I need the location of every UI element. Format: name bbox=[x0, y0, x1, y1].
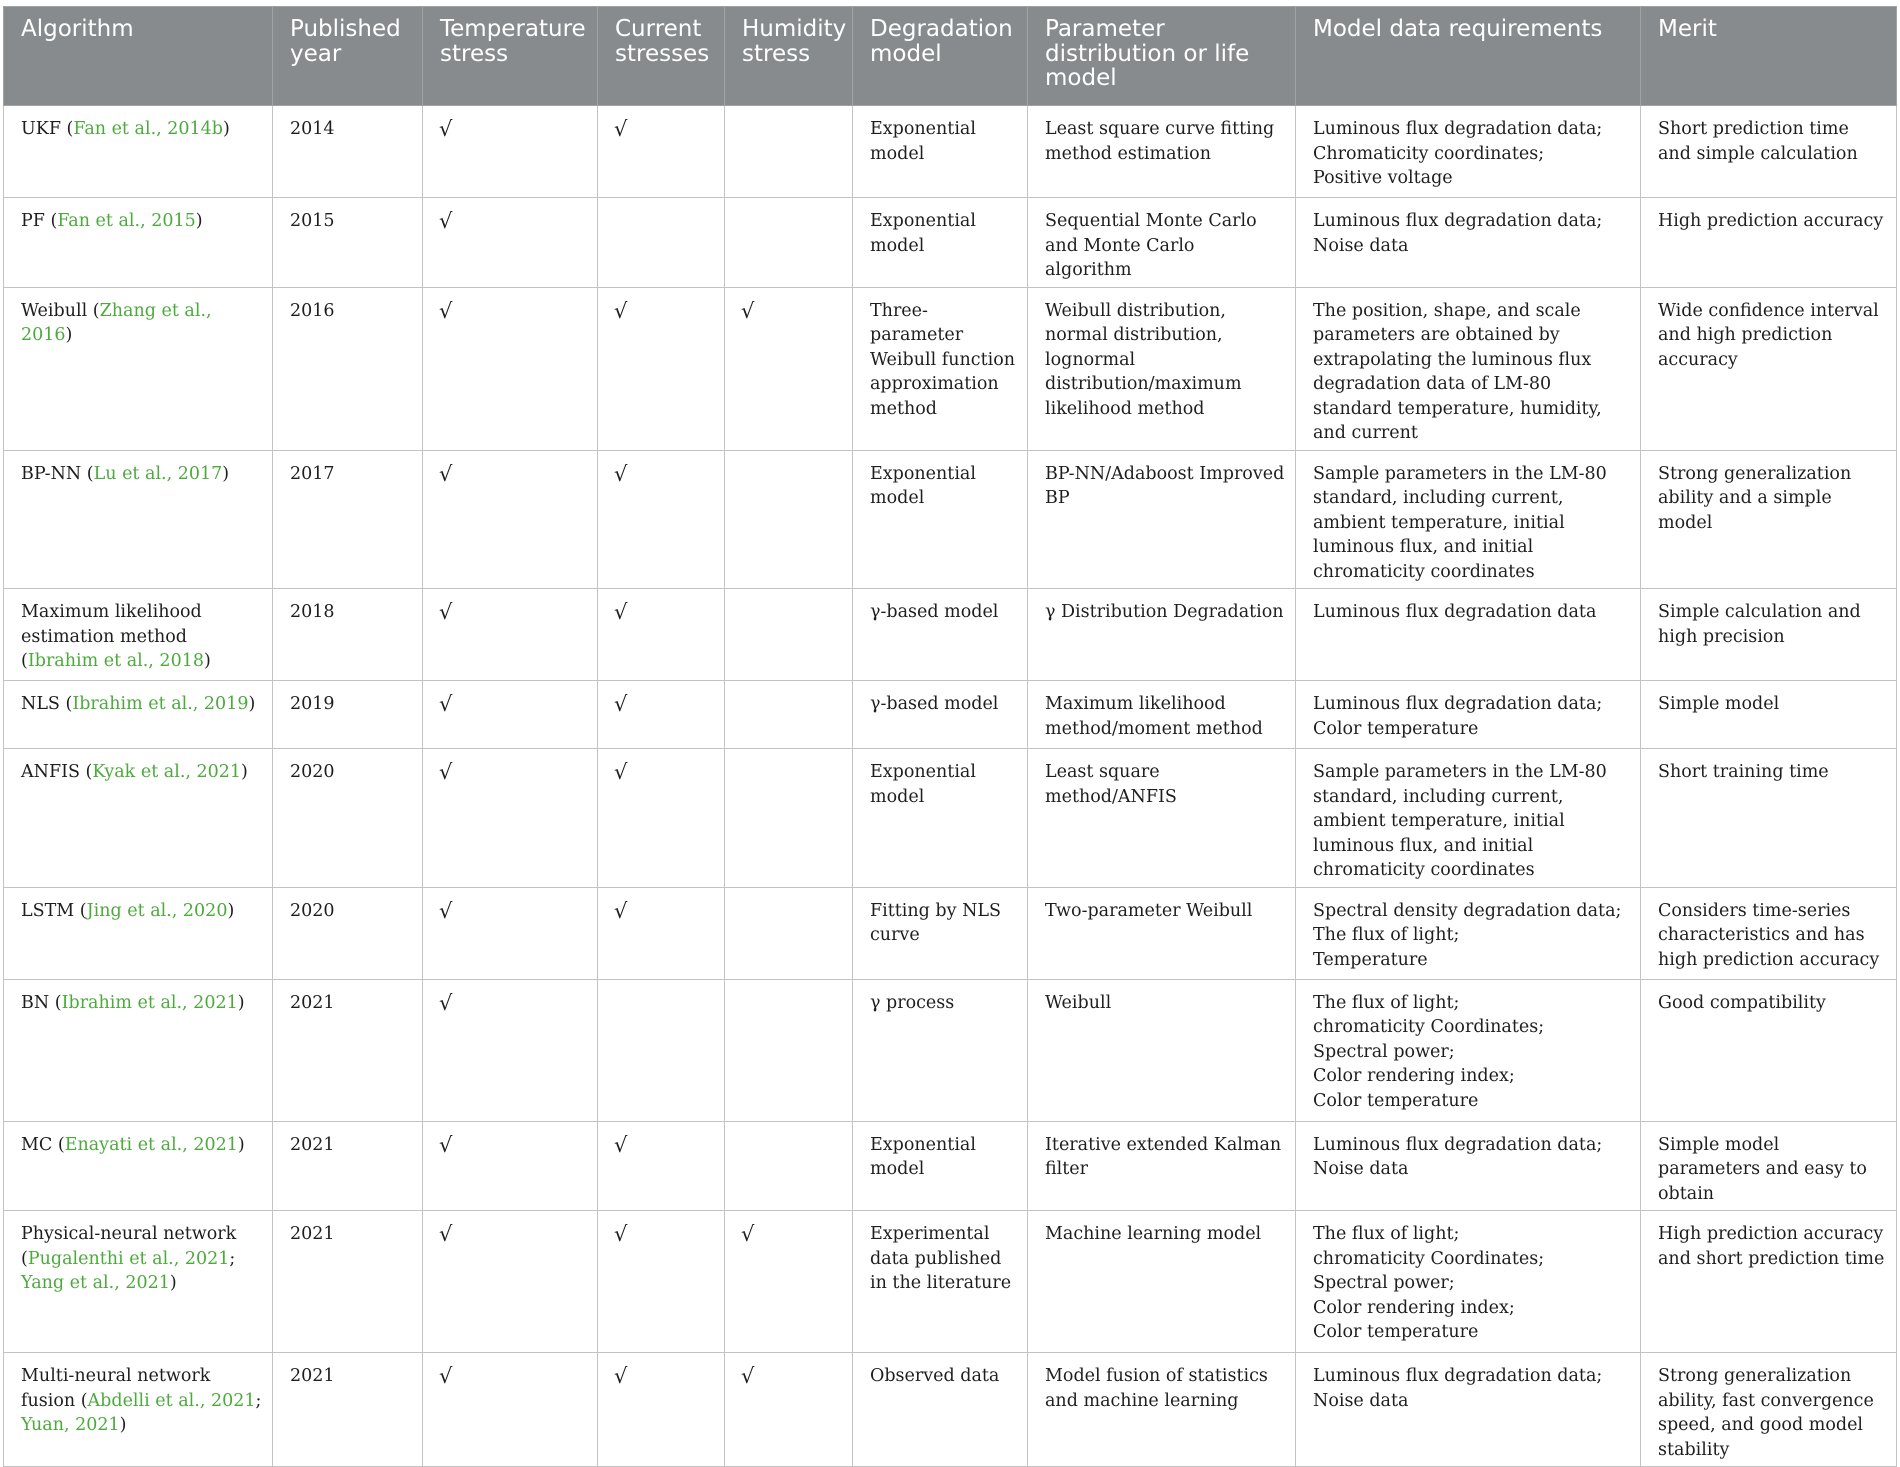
humidity-stress-check bbox=[725, 589, 853, 681]
algorithm-text: ) bbox=[248, 694, 256, 714]
citation-link[interactable]: Enayati et al., 2021 bbox=[64, 1134, 238, 1155]
parameter-model-cell: Maximum likelihood method/moment method bbox=[1028, 681, 1296, 749]
humidity-stress-check: √ bbox=[725, 287, 853, 450]
degradation-model-cell: Exponential model bbox=[853, 198, 1028, 288]
merit-cell: Considers time-series characteristics and has high prediction accuracy bbox=[1641, 887, 1897, 979]
data-requirements-cell bbox=[1296, 198, 1641, 288]
published-year-cell: 2019 bbox=[273, 681, 423, 749]
degradation-model-cell: γ-based model bbox=[853, 589, 1028, 681]
citation-link[interactable]: Lu et al., 2017 bbox=[93, 463, 223, 484]
data-requirements-cell bbox=[1296, 106, 1641, 198]
current-stress-check bbox=[598, 198, 725, 288]
humidity-stress-check: √ bbox=[725, 1211, 853, 1353]
algorithm-cell bbox=[4, 450, 273, 589]
requirement-line: Spectral power; bbox=[1313, 1273, 1455, 1293]
requirement-line: Noise data bbox=[1313, 1390, 1409, 1411]
current-stress-check: √ bbox=[598, 1211, 725, 1353]
citation-link[interactable]: Jing et al., 2020 bbox=[86, 900, 228, 921]
requirement-line: Color temperature bbox=[1313, 1322, 1479, 1342]
requirement-line: Luminous flux degradation data bbox=[1313, 602, 1597, 622]
degradation-model-cell: Three-parameter Weibull function approximation method bbox=[853, 287, 1028, 450]
header-published-year: Published year bbox=[273, 7, 423, 106]
published-year-cell: 2021 bbox=[273, 1353, 423, 1467]
parameter-model-cell: Weibull bbox=[1028, 979, 1296, 1121]
parameter-model-cell: γ Distribution Degradation bbox=[1028, 589, 1296, 681]
algorithm-text: ; bbox=[229, 1248, 236, 1269]
current-stress-check: √ bbox=[598, 106, 725, 198]
header-row bbox=[4, 7, 1897, 106]
temperature-stress-check: √ bbox=[423, 681, 598, 749]
current-stress-check: √ bbox=[598, 1121, 725, 1211]
current-stress-check: √ bbox=[598, 749, 725, 888]
parameter-model-cell: Sequential Monte Carlo and Monte Carlo algorithm bbox=[1028, 198, 1296, 288]
published-year-cell: 2014 bbox=[273, 106, 423, 198]
citation-link[interactable]: Yang et al., 2021 bbox=[21, 1273, 170, 1293]
algorithm-cell bbox=[4, 887, 273, 979]
temperature-stress-check: √ bbox=[423, 1211, 598, 1353]
table-row-bn bbox=[4, 979, 1897, 1121]
temperature-stress-check: √ bbox=[423, 749, 598, 888]
header-parameter-distribution: Parameter distribution or life model bbox=[1028, 7, 1296, 106]
header-temperature-stress: Temperature stress bbox=[423, 7, 598, 106]
data-requirements-cell bbox=[1296, 887, 1641, 979]
requirement-line: The flux of light; bbox=[1313, 1224, 1460, 1244]
parameter-model-cell: Least square method/ANFIS bbox=[1028, 749, 1296, 888]
humidity-stress-check bbox=[725, 1121, 853, 1211]
data-requirements-cell bbox=[1296, 979, 1641, 1121]
temperature-stress-check: √ bbox=[423, 589, 598, 681]
algorithm-text: UKF ( bbox=[21, 119, 74, 139]
algorithm-text: ) bbox=[195, 211, 203, 231]
humidity-stress-check bbox=[725, 198, 853, 288]
merit-cell: Short prediction time and simple calculation bbox=[1641, 106, 1897, 198]
algorithm-text: ) bbox=[65, 325, 73, 345]
published-year-cell: 2020 bbox=[273, 887, 423, 979]
requirement-line: chromaticity Coordinates; bbox=[1313, 1248, 1545, 1269]
merit-cell: Good compatibility bbox=[1641, 979, 1897, 1121]
table-row-lstm bbox=[4, 887, 1897, 979]
algorithm-text: PF ( bbox=[21, 211, 58, 231]
table-row-anfis bbox=[4, 749, 1897, 888]
algorithm-text: ) bbox=[237, 992, 245, 1013]
requirement-line: Noise data bbox=[1313, 235, 1409, 256]
table-row-weibull bbox=[4, 287, 1897, 450]
algorithm-cell bbox=[4, 681, 273, 749]
degradation-model-cell: Fitting by NLS curve bbox=[853, 887, 1028, 979]
merit-cell: Short training time bbox=[1641, 749, 1897, 888]
parameter-model-cell: BP-NN/Adaboost Improved BP bbox=[1028, 450, 1296, 589]
degradation-model-cell: Exponential model bbox=[853, 106, 1028, 198]
algorithm-text: ) bbox=[223, 119, 230, 139]
requirement-line: Luminous flux degradation data; bbox=[1313, 694, 1603, 714]
merit-cell: Simple model parameters and easy to obtain bbox=[1641, 1121, 1897, 1211]
algorithm-text: ) bbox=[241, 762, 248, 782]
parameter-model-cell: Least square curve fitting method estimation bbox=[1028, 106, 1296, 198]
merit-cell: Strong generalization ability and a simple model bbox=[1641, 450, 1897, 589]
degradation-model-cell: Experimental data published in the literature bbox=[853, 1211, 1028, 1353]
header-merit: Merit bbox=[1641, 7, 1897, 106]
published-year-cell: 2021 bbox=[273, 979, 423, 1121]
degradation-model-cell: Exponential model bbox=[853, 450, 1028, 589]
algorithm-text: NLS ( bbox=[21, 694, 73, 714]
algorithm-cell bbox=[4, 1353, 273, 1467]
data-requirements-cell bbox=[1296, 1211, 1641, 1353]
algorithm-text: BP-NN ( bbox=[21, 463, 94, 484]
algorithm-cell bbox=[4, 589, 273, 681]
published-year-cell: 2021 bbox=[273, 1211, 423, 1353]
table-row-maximum-likelihood bbox=[4, 589, 1897, 681]
merit-cell: Simple calculation and high precision bbox=[1641, 589, 1897, 681]
table-row-multi-neural-network-fusion bbox=[4, 1353, 1897, 1467]
degradation-model-cell: γ-based model bbox=[853, 681, 1028, 749]
data-requirements-cell bbox=[1296, 749, 1641, 888]
published-year-cell: 2015 bbox=[273, 198, 423, 288]
algorithm-text: Maximum likelihood estimation method ( bbox=[21, 602, 202, 671]
table-row-bp-nn bbox=[4, 450, 1897, 589]
header-model-data-requirements: Model data requirements bbox=[1296, 7, 1641, 106]
humidity-stress-check bbox=[725, 450, 853, 589]
data-requirements-cell bbox=[1296, 1121, 1641, 1211]
humidity-stress-check bbox=[725, 887, 853, 979]
citation-link[interactable]: Pugalenthi et al., 2021 bbox=[27, 1248, 230, 1269]
current-stress-check: √ bbox=[598, 681, 725, 749]
header-algorithm: Algorithm bbox=[4, 7, 273, 106]
degradation-model-cell: Exponential model bbox=[853, 1121, 1028, 1211]
published-year-cell: 2021 bbox=[273, 1121, 423, 1211]
algorithm-cell bbox=[4, 1211, 273, 1353]
data-requirements-cell bbox=[1296, 287, 1641, 450]
data-requirements-cell bbox=[1296, 589, 1641, 681]
requirement-line: Spectral power; bbox=[1313, 1041, 1455, 1062]
merit-cell: High prediction accuracy and short prediction time bbox=[1641, 1211, 1897, 1353]
requirement-line: Color temperature bbox=[1313, 1090, 1479, 1111]
algorithm-text: ANFIS ( bbox=[21, 762, 93, 782]
requirement-line: Luminous flux degradation data; bbox=[1313, 211, 1603, 231]
data-requirements-cell bbox=[1296, 1353, 1641, 1467]
parameter-model-cell: Machine learning model bbox=[1028, 1211, 1296, 1353]
merit-cell: Strong generalization ability, fast convergence speed, and good model stability bbox=[1641, 1353, 1897, 1467]
algorithm-cell bbox=[4, 1121, 273, 1211]
requirement-line: Sample parameters in the LM-80 standard, including current, ambient temperature, initial luminous flux, and initial chromaticity coordinates bbox=[1313, 463, 1607, 582]
requirement-line: chromaticity Coordinates; bbox=[1313, 1017, 1545, 1037]
algorithm-cell bbox=[4, 979, 273, 1121]
led-life-prediction-algorithms-table bbox=[3, 6, 1897, 1467]
table-row-ukf bbox=[4, 106, 1897, 198]
citation-link[interactable]: Fan et al., 2015 bbox=[57, 211, 196, 231]
data-requirements-cell bbox=[1296, 681, 1641, 749]
published-year-cell: 2018 bbox=[273, 589, 423, 681]
citation-link[interactable]: Ibrahim et al., 2019 bbox=[72, 694, 249, 714]
citation-link[interactable]: Kyak et al., 2021 bbox=[92, 762, 242, 782]
requirement-line: The position, shape, and scale parameters are obtained by extrapolating the luminous flux degradation data of LM-80 standard temperature, humidity, and current bbox=[1313, 300, 1602, 443]
degradation-model-cell: Observed data bbox=[853, 1353, 1028, 1467]
parameter-model-cell: Weibull distribution, normal distribution, lognormal distribution/maximum likelihood method bbox=[1028, 287, 1296, 450]
algorithm-text: ) bbox=[203, 651, 211, 671]
humidity-stress-check bbox=[725, 106, 853, 198]
degradation-model-cell: γ process bbox=[853, 979, 1028, 1121]
table-row-mc bbox=[4, 1121, 1897, 1211]
algorithm-text: ) bbox=[169, 1273, 177, 1293]
temperature-stress-check: √ bbox=[423, 1121, 598, 1211]
algorithm-text: BN ( bbox=[21, 992, 62, 1013]
merit-cell: Wide confidence interval and high prediction accuracy bbox=[1641, 287, 1897, 450]
requirement-line: The flux of light; bbox=[1313, 925, 1460, 945]
current-stress-check: √ bbox=[598, 450, 725, 589]
degradation-model-cell: Exponential model bbox=[853, 749, 1028, 888]
humidity-stress-check: √ bbox=[725, 1353, 853, 1467]
merit-cell: High prediction accuracy bbox=[1641, 198, 1897, 288]
requirement-line: Luminous flux degradation data; bbox=[1313, 1134, 1603, 1155]
algorithm-cell bbox=[4, 749, 273, 888]
temperature-stress-check: √ bbox=[423, 106, 598, 198]
algorithm-text: Multi-neural network fusion ( bbox=[21, 1366, 211, 1411]
current-stress-check bbox=[598, 979, 725, 1121]
requirement-line: Positive voltage bbox=[1313, 168, 1453, 188]
algorithm-text: ) bbox=[237, 1134, 245, 1155]
requirement-line: Noise data bbox=[1313, 1159, 1409, 1179]
humidity-stress-check bbox=[725, 979, 853, 1121]
algorithm-text: ) bbox=[227, 900, 235, 921]
algorithm-text: ; bbox=[255, 1390, 262, 1411]
requirement-line: Luminous flux degradation data; bbox=[1313, 119, 1603, 139]
temperature-stress-check: √ bbox=[423, 198, 598, 288]
table-row-nls bbox=[4, 681, 1897, 749]
requirement-line: Color temperature bbox=[1313, 718, 1479, 739]
algorithm-cell bbox=[4, 287, 273, 450]
parameter-model-cell: Two-parameter Weibull bbox=[1028, 887, 1296, 979]
requirement-line: Color rendering index; bbox=[1313, 1297, 1515, 1318]
temperature-stress-check: √ bbox=[423, 287, 598, 450]
temperature-stress-check: √ bbox=[423, 450, 598, 589]
parameter-model-cell: Iterative extended Kalman filter bbox=[1028, 1121, 1296, 1211]
published-year-cell: 2016 bbox=[273, 287, 423, 450]
published-year-cell: 2017 bbox=[273, 450, 423, 589]
temperature-stress-check: √ bbox=[423, 979, 598, 1121]
requirement-line: Sample parameters in the LM-80 standard, including current, ambient temperature, initial luminous flux, and initial chromaticity coordinates bbox=[1313, 762, 1607, 880]
algorithm-text: ) bbox=[222, 463, 230, 484]
requirement-line: Color rendering index; bbox=[1313, 1066, 1515, 1086]
algorithm-text: Physical-neural network ( bbox=[21, 1224, 237, 1269]
humidity-stress-check bbox=[725, 749, 853, 888]
current-stress-check: √ bbox=[598, 589, 725, 681]
published-year-cell: 2020 bbox=[273, 749, 423, 888]
requirement-line: Spectral density degradation data; bbox=[1313, 900, 1622, 921]
table-row-pf bbox=[4, 198, 1897, 288]
citation-link[interactable]: Fan et al., 2014b bbox=[73, 119, 223, 139]
parameter-model-cell: Model fusion of statistics and machine learning bbox=[1028, 1353, 1296, 1467]
header-degradation-model: Degradation model bbox=[853, 7, 1028, 106]
algorithm-text: ) bbox=[119, 1415, 127, 1435]
header-current-stresses: Current stresses bbox=[598, 7, 725, 106]
merit-cell: Simple model bbox=[1641, 681, 1897, 749]
algorithm-cell bbox=[4, 106, 273, 198]
requirement-line: Luminous flux degradation data; bbox=[1313, 1366, 1603, 1386]
citation-link[interactable]: Ibrahim et al., 2021 bbox=[61, 992, 238, 1013]
temperature-stress-check: √ bbox=[423, 887, 598, 979]
citation-link[interactable]: Ibrahim et al., 2018 bbox=[27, 651, 204, 671]
algorithm-text: MC ( bbox=[21, 1134, 65, 1155]
requirement-line: Chromaticity coordinates; bbox=[1313, 143, 1545, 164]
current-stress-check: √ bbox=[598, 1353, 725, 1467]
citation-link[interactable]: Yuan, 2021 bbox=[21, 1415, 120, 1435]
temperature-stress-check: √ bbox=[423, 1353, 598, 1467]
citation-link[interactable]: Zhang et al., 2016 bbox=[21, 300, 212, 345]
algorithm-cell bbox=[4, 198, 273, 288]
requirement-line: The flux of light; bbox=[1313, 992, 1460, 1013]
table-row-physical-neural-network bbox=[4, 1211, 1897, 1353]
header-humidity-stress: Humidity stress bbox=[725, 7, 853, 106]
requirement-line: Temperature bbox=[1313, 949, 1428, 970]
algorithm-text: LSTM ( bbox=[21, 900, 87, 921]
current-stress-check: √ bbox=[598, 287, 725, 450]
humidity-stress-check bbox=[725, 681, 853, 749]
algorithm-text: Weibull ( bbox=[21, 300, 100, 321]
data-requirements-cell bbox=[1296, 450, 1641, 589]
current-stress-check: √ bbox=[598, 887, 725, 979]
citation-link[interactable]: Abdelli et al., 2021 bbox=[87, 1390, 256, 1411]
